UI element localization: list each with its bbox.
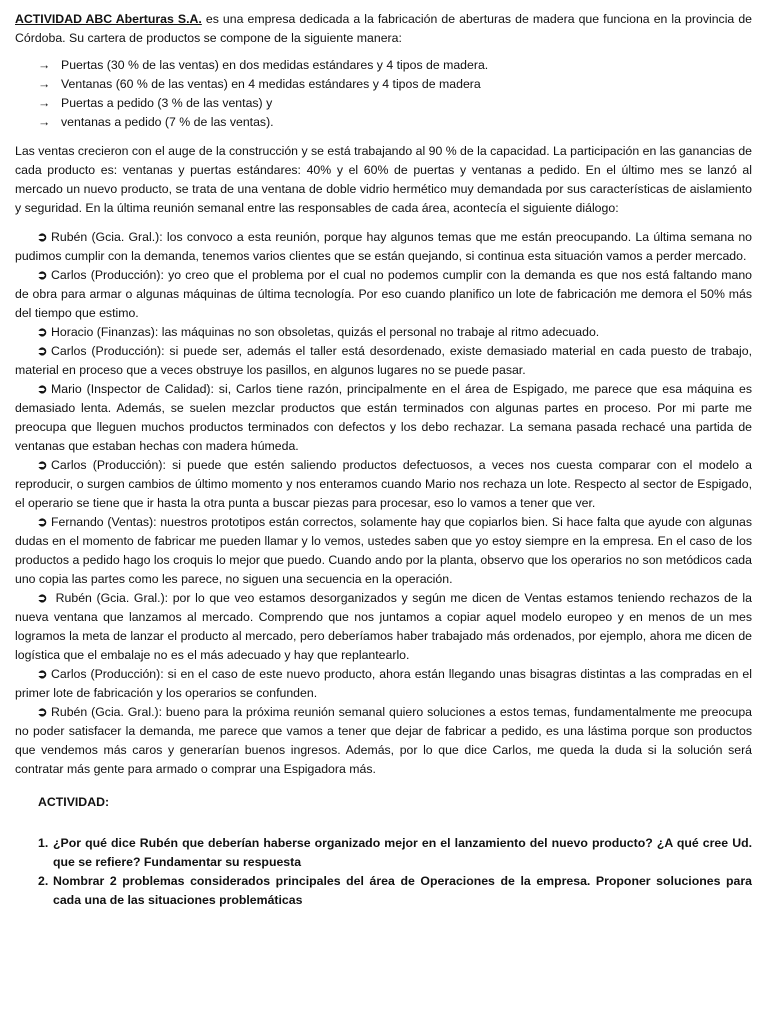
dialogue-item: ➲ Carlos (Producción): si puede que estén saliendo productos defectuosos, a veces nos cuesta comparar con el modelo a reproducir, o surgen cambios de último momento y nos enteramos cuando Mario nos rechaza un lote. Respecto al sector de Espigado, el operario se tiene que ir hasta la otra punta a buscar piezas para procesar, eso lo vamos a tener que ver. — [15, 458, 752, 510]
intro-paragraph — [15, 10, 752, 48]
dialogue-item: ➲ Carlos (Producción): yo creo que el problema por el cual no podemos cumplir con la demanda es que nos está faltando mano de obra para armar o algunas máquinas de última tecnología. Por eso cuando planifico un lote de fabricación me demora el 50% más del tiempo que estimo. — [15, 268, 752, 320]
arrow-icon: → — [38, 115, 51, 129]
dialogue-section — [15, 228, 752, 779]
dialogue-item: ➲ Fernando (Ventas): nuestros prototipos están correctos, solamente hay que copiarlos bien. Si hace falta que ayude con algunas dudas en el momento de fabricar me pueden llamar y lo vemos, ustedes saben que yo estoy siempre en la empresa. En el caso de los productos a pedido hago los croquis lo mejor que puedo. Cuando ando por la planta, observo que los operarios no son metódicos cada uno copia las partes como les parece, no siguen una secuencia en la operación. — [15, 515, 752, 586]
activity-title: ACTIVIDAD: — [38, 795, 110, 809]
arrow-icon: → — [38, 77, 51, 91]
arrow-icon: → — [38, 96, 51, 110]
list-item: → Ventanas (60 % de las ventas) en 4 medidas estándares y 4 tipos de madera — [15, 75, 752, 94]
bullet-icon: ➲ — [37, 458, 48, 472]
dialogue-item: ➲ Rubén (Gcia. Gral.): por lo que veo estamos desorganizados y según me dicen de Ventas estamos teniendo rechazos de la nueva ventana que lanzamos al mercado. Comprendo que nos juntamos a copiar aquel modelo europeo y en menos de un mes logramos la meta de lanzar el producto al mercado, pero deberíamos haber trabajado más ordenados, por ejemplo, ahora me dicen de logística que el embalaje no es el más adecuado y hay que replantearlo. — [15, 591, 752, 662]
list-item: → Puertas (30 % de las ventas) en dos medidas estándares y 4 tipos de madera. — [15, 56, 752, 75]
question-number: 1. — [38, 836, 49, 850]
question-list — [15, 834, 752, 910]
dialogue-item: ➲ Carlos (Producción): si en el caso de este nuevo producto, ahora están llegando unas bisagras distintas a las compradas en el primer lote de fabricación y los operarios se confunden. — [15, 667, 752, 700]
dialogue-item: ➲ Mario (Inspector de Calidad): si, Carlos tiene razón, principalmente en el área de Espigado, me parece que esa máquina es demasiado lenta. Además, se suelen mezclar productos que están terminados con algunas partes en proceso. Por mi parte me preocupa que lleguen muchos productos terminados con defectos y los debo rechazar. La semana pasada rechacé una partida de ventanas que estaban hechas con madera húmeda. — [15, 382, 752, 453]
bullet-icon: ➲ — [37, 667, 48, 681]
list-item: → ventanas a pedido (7 % de las ventas). — [15, 113, 752, 132]
document-title: ACTIVIDAD ABC Aberturas S.A. — [15, 12, 202, 26]
bullet-icon: ➲ — [37, 515, 48, 529]
dialogue-item: ➲ Carlos (Producción): si puede ser, además el taller está desordenado, existe demasiado material en cada puesto de trabajo, material en proceso que a veces obstruye los pasillos, en algunos lugares no se puede pasar. — [15, 344, 752, 377]
question-number: 2. — [38, 874, 49, 888]
dialogue-item: ➲ Horacio (Finanzas): las máquinas no son obsoletas, quizás el personal no trabaje al ritmo adecuado. — [15, 323, 752, 342]
bullet-icon: ➲ — [37, 344, 48, 358]
bullet-icon: ➲ — [37, 268, 48, 282]
question-item — [15, 834, 752, 872]
bullet-icon: ➲ — [37, 382, 48, 396]
product-list — [15, 56, 752, 132]
dialogue-item: ➲ Rubén (Gcia. Gral.): bueno para la próxima reunión semanal quiero soluciones a estos temas, fundamentalmente me preocupa no poder satisfacer la demanda, me parece que vamos a tener que dejar de fabricar a pedido, es una lástima porque son productos que vendemos más caros y generarían buenos ingresos. Además, por lo que dice Carlos, me queda la duda si la solución será contratar más gente para armado o comprar una Espigadora más. — [15, 705, 752, 776]
dialogue-item: ➲ Rubén (Gcia. Gral.): los convoco a esta reunión, porque hay algunos temas que me están preocupando. La última semana no pudimos cumplir con la demanda, tenemos varios clientes que se están quejando, si continua esta situación vamos a perder mercado. — [15, 230, 752, 263]
document-page — [15, 10, 752, 910]
question-text: Nombrar 2 problemas considerados principales del área de Operaciones de la empresa. Proponer soluciones para cada una de las situaciones problemáticas — [53, 874, 752, 907]
bullet-icon: ➲ — [37, 705, 48, 719]
intro-text: es una empresa dedicada a la fabricación de aberturas de madera que funciona en la provincia de Córdoba. Su cartera de productos se compone de la siguiente manera: — [15, 12, 752, 45]
context-paragraph: Las ventas crecieron con el auge de la construcción y se está trabajando al 90 % de la capacidad. La participación en las ganancias de cada producto es: ventanas y puertas estándares: 40% y el 60% de puertas y ventanas a pedido. En el último mes se lanzó al mercado un nuevo producto, se trata de una ventana de doble vidrio hermético muy demandada por sus características de aislamiento y seguridad. En la última reunión semanal entre las responsables de cada área, acontecía el siguiente diálogo: — [15, 144, 752, 215]
arrow-icon: → — [38, 58, 51, 72]
bullet-icon: ➲ — [37, 591, 48, 605]
list-item: → Puertas a pedido (3 % de las ventas) y — [15, 94, 752, 113]
bullet-icon: ➲ — [37, 325, 48, 339]
question-text: ¿Por qué dice Rubén que deberían haberse organizado mejor en el lanzamiento del nuevo producto? ¿A qué cree Ud. que se refiere? Fundamentar su respuesta — [53, 836, 752, 869]
question-item — [15, 872, 752, 910]
bullet-icon: ➲ — [37, 230, 48, 244]
